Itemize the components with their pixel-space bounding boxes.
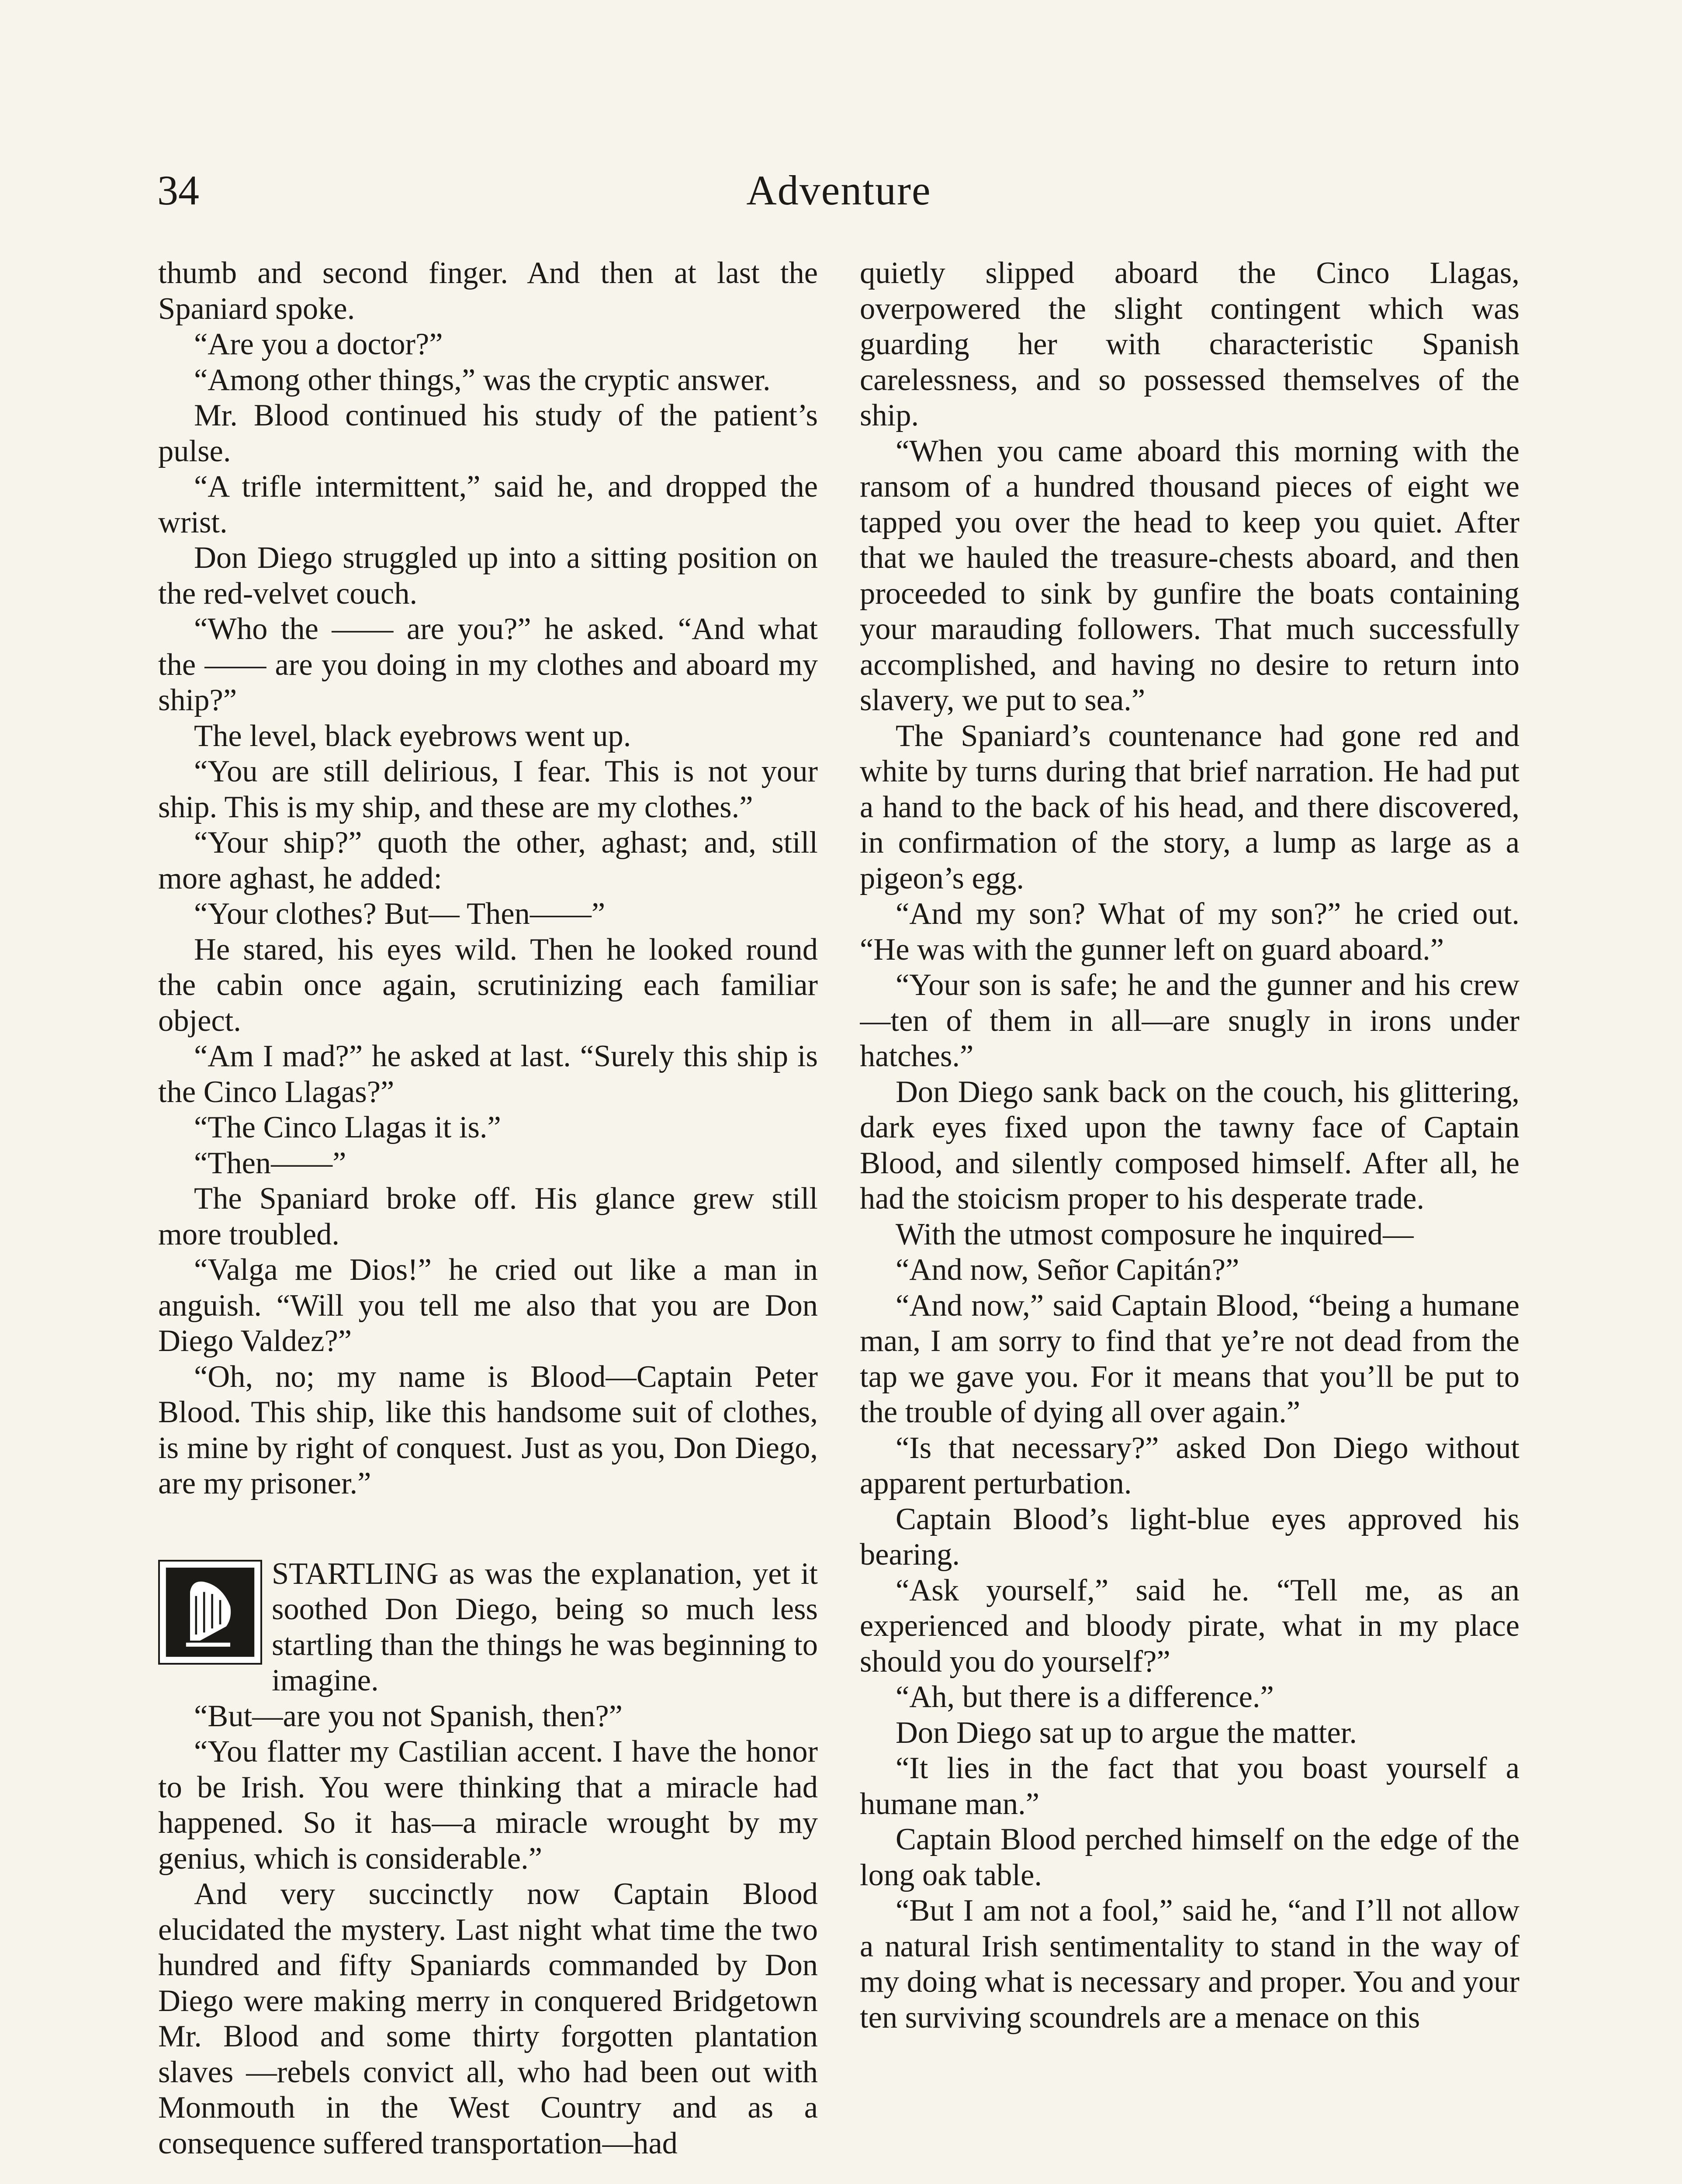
paragraph-text: Don Diego sank back on the couch, his glittering, dark eyes fixed upon the tawny face of Captain Blood, and silently composed himself. After all, he had the stoicism proper to his desperate trade. — [860, 1075, 1519, 1216]
paragraph-text: “And now, Señor Capitán?” — [896, 1253, 1239, 1287]
paragraph-text: Captain Blood’s light-blue eyes approved his bearing. — [860, 1502, 1519, 1572]
paragraph-text: “But I am not a fool,” said he, “and I’ll not allow a natural Irish sentimentality to stand in the way of my doing what is necessary and proper. You and your ten surviving scoundrels are a menace on this — [860, 1894, 1519, 2035]
paragraph — [158, 1252, 818, 1359]
paragraph-text: “Is that necessary?” asked Don Diego without apparent perturbation. — [860, 1431, 1519, 1500]
paragraph — [860, 719, 1519, 897]
paragraph-text: “Your son is safe; he and the gunner and his crew—ten of them in all—are snugly in irons under hatches.” — [860, 968, 1519, 1073]
right-text-column — [860, 256, 1519, 2184]
paragraph — [158, 363, 818, 398]
paragraph — [860, 1288, 1519, 1431]
paragraph — [158, 612, 818, 719]
page-number: 34 — [157, 167, 199, 214]
paragraph-text: And very succinctly now Captain Blood elucidated the mystery. Last night what time the two hundred and fifty Spaniards commanded by Don Diego were making merry in conquered Bridgetown Mr. Blood and some thirty forgotten plantation slaves —rebels convict all, who had been out with Monmouth in the West Country and as a consequence suffered transportation—had — [158, 1877, 818, 2160]
paragraph — [860, 1075, 1519, 1217]
paragraph — [860, 256, 1519, 434]
paragraph-text: “And now,” said Captain Blood, “being a humane man, I am sorry to find that ye’re not dead from the tap we gave you. For it means that you’ll be put to the trouble of dying all over again.” — [860, 1288, 1519, 1429]
paragraph — [860, 1431, 1519, 1502]
paragraph — [158, 398, 818, 469]
paragraph-text: The Spaniard broke off. His glance grew still more troubled. — [158, 1182, 818, 1251]
paragraph-text: The level, black eyebrows went up. — [194, 719, 631, 753]
paragraph — [158, 256, 818, 327]
paragraph — [860, 1502, 1519, 1573]
paragraph — [158, 754, 818, 825]
paragraph-text: “Ask yourself,” said he. “Tell me, as an experienced and bloody pirate, what in my place should you do yourself?” — [860, 1573, 1519, 1679]
paragraph-text: “When you came aboard this morning with the ransom of a hundred thousand pieces of eight we tapped you over the head to keep you quiet. After that we hauled the treasure-chests aboard, and then proceeded to sink by gunfire the boats containing your marauding followers. That much successfully accomplished, and having no desire to return into slavery, we put to sea.” — [860, 434, 1519, 717]
paragraph — [860, 896, 1519, 968]
paragraph — [860, 1715, 1519, 1751]
paragraph-text: The Spaniard’s countenance had gone red and white by turns during that brief narration. He had put a hand to the back of his head, and there discovered, in confirmation of the story, a lump as large as a pigeon’s egg. — [860, 719, 1519, 895]
paragraph-text: “You flatter my Castilian accent. I have the honor to be Irish. You were thinking that a miracle had happened. So it has—a miracle wrought by my genius, which is considerable.” — [158, 1735, 818, 1876]
paragraph-text: “Oh, no; my name is Blood—Captain Peter Blood. This ship, like this handsome suit of clothes, is mine by right of conquest. Just as you, Don Diego, are my prisoner.” — [158, 1359, 818, 1500]
paragraph — [158, 1110, 818, 1146]
paragraph — [158, 1734, 818, 1876]
paragraph-text: “A trifle intermittent,” said he, and dropped the wrist. — [158, 470, 818, 539]
paragraph — [860, 1751, 1519, 1822]
harp-ornament-icon — [158, 1560, 262, 1665]
paragraph-text: “Am I mad?” he asked at last. “Surely this ship is the Cinco Llagas?” — [158, 1039, 818, 1109]
left-text-column — [158, 256, 818, 2184]
paragraph-text: “Ah, but there is a difference.” — [896, 1680, 1274, 1714]
paragraph-text: “And my son? What of my son?” he cried out. “He was with the gunner left on guard aboard.” — [860, 897, 1519, 967]
paragraph — [158, 540, 818, 612]
paragraph — [860, 1217, 1519, 1253]
paragraph-text: “Who the —— are you?” he asked. “And what the —— are you doing in my clothes and aboard my ship?” — [158, 612, 818, 717]
paragraph — [860, 1252, 1519, 1288]
paragraph — [158, 327, 818, 363]
paragraph — [860, 1573, 1519, 1680]
paragraph-text: “Among other things,” was the cryptic answer. — [194, 363, 771, 397]
paragraph — [158, 1359, 818, 1502]
paragraph — [158, 1699, 818, 1735]
paragraph — [158, 1146, 818, 1182]
paragraph-text: “But—are you not Spanish, then?” — [194, 1699, 623, 1733]
paragraph — [860, 1893, 1519, 2035]
paragraph-text: quietly slipped aboard the Cinco Llagas, overpowered the slight contingent which was guarding her with characteristic Spanish carelessness, and so possessed themselves of the ship. — [860, 256, 1519, 432]
paragraph — [860, 1822, 1519, 1893]
paragraph-text: With the utmost composure he inquired— — [896, 1217, 1414, 1251]
paragraph — [158, 1039, 818, 1110]
paragraph-text: Don Diego sat up to argue the matter. — [896, 1715, 1357, 1750]
paragraph-text: “Are you a doctor?” — [194, 327, 443, 361]
paragraph-text: Captain Blood perched himself on the edge of the long oak table. — [860, 1822, 1519, 1892]
paragraph-text: “Your ship?” quoth the other, aghast; and, still more aghast, he added: — [158, 826, 818, 895]
paragraph-text: “It lies in the fact that you boast yourself a humane man.” — [860, 1751, 1519, 1821]
paragraph — [860, 434, 1519, 719]
paragraph-text: “The Cinco Llagas it is.” — [194, 1110, 501, 1144]
paragraph — [860, 1679, 1519, 1715]
paragraph — [158, 825, 818, 896]
paragraph — [158, 1876, 818, 2161]
paragraph-text: He stared, his eyes wild. Then he looked round the cabin once again, scrutinizing each familiar object. — [158, 932, 818, 1038]
paragraph — [860, 968, 1519, 1075]
paragraph-text: STARTLING as was the explanation, yet it soothed Don Diego, being so much less startling than the things he was beginning to imagine. — [272, 1556, 818, 1697]
paragraph-text: “Valga me Dios!” he cried out like a man in anguish. “Will you tell me also that you are Don Diego Valdez?” — [158, 1253, 818, 1358]
paragraph — [158, 469, 818, 540]
paragraph — [158, 1181, 818, 1252]
paragraph-text: Don Diego struggled up into a sitting position on the red-velvet couch. — [158, 541, 818, 611]
paragraph-text: “Your clothes? But— Then——” — [194, 897, 606, 931]
paragraph — [158, 896, 818, 932]
paragraph — [158, 719, 818, 754]
paragraph-text: “Then——” — [194, 1146, 346, 1180]
paragraph-text: “You are still delirious, I fear. This is not your ship. This is my ship, and these are my clothes.” — [158, 754, 818, 824]
paragraph-text: thumb and second finger. And then at last the Spaniard spoke. — [158, 256, 818, 326]
magazine-title: Adventure — [746, 167, 931, 214]
paragraph-text: Mr. Blood continued his study of the patient’s pulse. — [158, 398, 818, 468]
paragraph — [158, 932, 818, 1039]
running-head — [157, 166, 1520, 232]
paragraph — [158, 1556, 818, 1699]
